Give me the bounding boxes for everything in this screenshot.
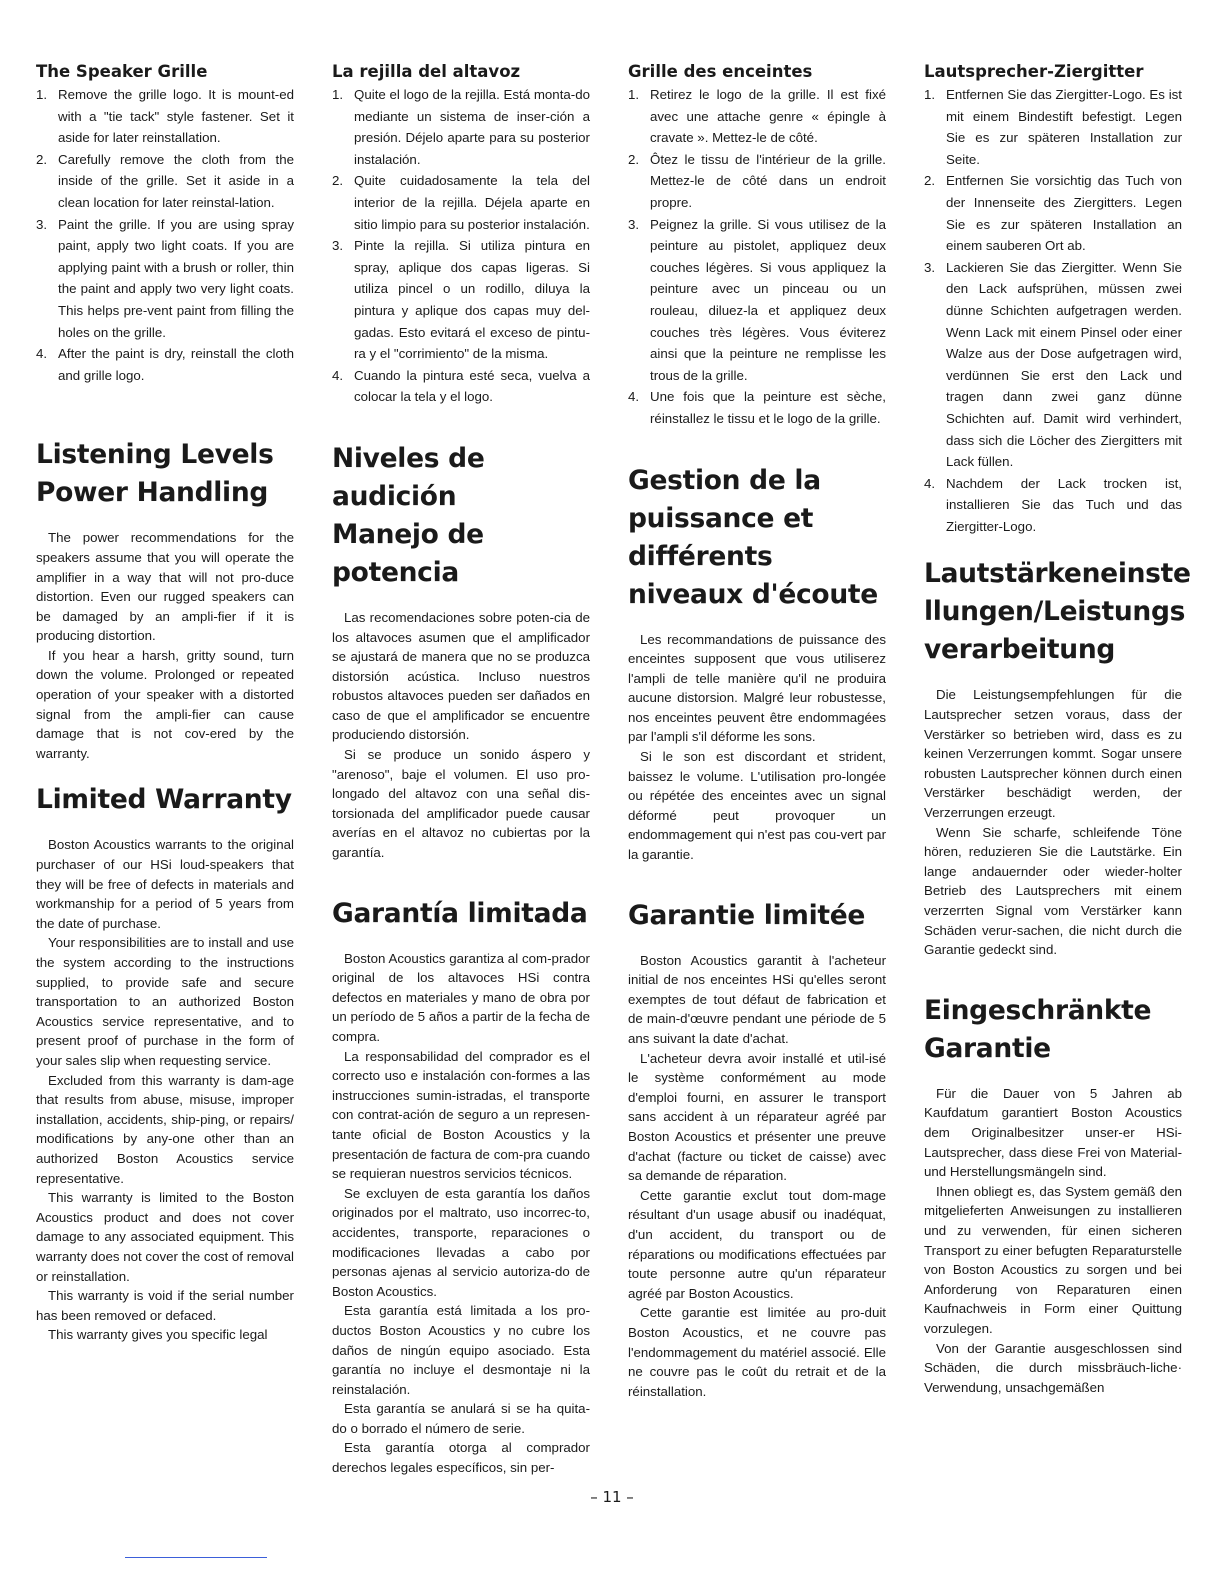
- paragraph: Cette garantie est limitée au pro-duit Boston Acoustics, et ne couvre pas l'endommagement du matériel associé. Elle ne couvre pas le coût du retrait et de la réinstallation.: [628, 1305, 886, 1399]
- heading-line: Niveles de audición: [332, 442, 485, 512]
- step-number: 1.: [924, 87, 936, 102]
- list-item: [924, 170, 1182, 256]
- list-item: [332, 84, 590, 170]
- paragraph: Boston Acoustics garantiza al com-prador original de los altavoces HSi contra defectos en materiales y mano de obra por un período de 5 años a partir de la fecha de compra.: [332, 950, 590, 1044]
- step-text: Carefully remove the cloth from the inside of the grille. Set it aside in a clean location for later reinstal-lation.: [58, 151, 294, 210]
- step-text: Pinte la rejilla. Si utiliza pintura en spray, aplique dos capas ligeras. Si utiliza pincel o un rodillo, diluya la pintura y aplique dos capas muy del-gadas. Esto evitará el exceso de pintu-ra y el "corrimiento" de la misma.: [354, 238, 590, 362]
- paragraph: This warranty gives you specific legal: [48, 1327, 268, 1343]
- step-text: Cuando la pintura esté seca, vuelva a colocar la tela y el logo.: [354, 367, 590, 405]
- paragraph: Esta garantía se anulará si se ha quita-do o borrado el número de serie.: [332, 1401, 590, 1436]
- paragraph: This warranty is limited to the Boston Acoustics product and does not cover damage to any associated equipment. This warranty does not cover the cost of removal or reinstallation.: [36, 1190, 294, 1284]
- step-text: Entfernen Sie das Ziergitter-Logo. Es ist mit einem Bindestift befestigt. Legen Sie es zur späteren Installation zur Seite.: [946, 87, 1182, 167]
- list-item: [924, 473, 1182, 538]
- list-item: [924, 257, 1182, 473]
- listening-levels-heading: [36, 436, 294, 512]
- warranty-body: [332, 949, 590, 1478]
- warranty-heading: Garantie limitée: [628, 899, 866, 931]
- paragraph: Von der Garantie ausgeschlossen sind Schäden, die durch missbräuch-liche· Verwendung, unsachgemäßen: [924, 1340, 1182, 1395]
- step-number: 3.: [924, 259, 936, 275]
- warranty-body: [924, 1084, 1182, 1398]
- list-item: [628, 149, 886, 214]
- grille-heading: Grille des enceintes: [628, 62, 813, 81]
- warranty-body: [36, 835, 294, 1344]
- list-item: [332, 235, 590, 365]
- grille-heading: La rejilla del altavoz: [332, 62, 521, 81]
- grille-heading: The Speaker Grille: [36, 62, 208, 81]
- step-number: 1.: [628, 87, 640, 102]
- footer-divider: [125, 1557, 267, 1558]
- step-text: Une fois que la peinture est sèche, réinstallez le tissu et le logo de la grille.: [650, 389, 886, 426]
- step-text: Peignez la grille. Si vous utilisez de la peinture au pistolet, appliquez deux couches légères. Si vous appliquez la peinture avec un pinceau ou un rouleau, diluez-la et appliquez deux couches très légères. Vous éviterez ainsi que la peinture ne remplisse les trous de la grille.: [650, 216, 886, 383]
- paragraph: Si le son est discordant et strident, baissez le volume. L'utilisation pro-longée ou répétée des enceintes avec un signal déformé peut provoquer un endommagement qui n'est pas cou-vert par la garantie.: [628, 749, 886, 863]
- column-english: [36, 62, 294, 1345]
- step-number: 2.: [924, 173, 936, 189]
- paragraph: Boston Acoustics garantit à l'acheteur initial de nos enceintes HSi qu'elles seront exemptes de tout défaut de fabrication et de main-d'œuvre pendant une période de 5 ans suivant la date d'achat.: [628, 952, 886, 1046]
- list-item: [924, 84, 1182, 170]
- step-text: Nachdem der Lack trocken ist, installieren Sie das Tuch und das Ziergitter-Logo.: [946, 475, 1182, 534]
- listening-levels-heading: Gestion de la puissance et différents niveaux d'écoute: [628, 464, 878, 610]
- list-item: [36, 149, 294, 214]
- paragraph: This warranty is void if the serial number has been removed or defaced.: [36, 1288, 294, 1323]
- paragraph: The power recommendations for the speakers assume that you will operate the amplifier in a way that will not pro-duce distortion. Even our rugged speakers can be damaged by an ampli-fier if it is producing distortion.: [36, 530, 294, 644]
- paragraph: La responsabilidad del comprador es el correcto uso e instalación con-formes a las instrucciones sumin-istradas, el transporte con contrat-ación de seguro a un represen-tante oficial de Boston Acoustics y la presentación de factura de com-pra cuando se requieran nuestros servicios técnicos.: [332, 1048, 590, 1182]
- listening-levels-body: [924, 685, 1182, 959]
- step-text: Ôtez le tissu de l'intérieur de la grille. Mettez-le de côté dans un endroit propre.: [650, 151, 886, 210]
- step-text: After the paint is dry, reinstall the cloth and grille logo.: [58, 346, 294, 383]
- list-item: [36, 343, 294, 386]
- paragraph: L'acheteur devra avoir installé et util-isé le système conformément au mode d'emploi fourni, en assurer le transport sans accident à un réparateur agréé par Boston Acoustics et présenter une preuve d'achat (facture ou ticket de caisse) avec sa demande de réparation.: [628, 1050, 886, 1184]
- step-text: Remove the grille logo. It is mount-ed with a "tie tack" style fastener. Set it aside for later reinstallation.: [58, 87, 294, 146]
- paragraph: Excluded from this warranty is dam-age that results from abuse, misuse, improper installation, accidents, ship-ping, or repairs/ modifications by any-one other than an authorized Boston Acoustics service representative.: [36, 1072, 294, 1186]
- column-french: [628, 62, 886, 1401]
- step-number: 3.: [332, 238, 344, 254]
- grille-steps-list: [628, 84, 886, 430]
- step-text: Paint the grille. If you are using spray paint, apply two light coats. If you are applying paint with a brush or roller, thin the paint and apply two very light coats. This helps pre-vent paint from filling the holes on the grille.: [58, 216, 294, 340]
- grille-steps-list: [36, 84, 294, 386]
- grille-steps-list: [924, 84, 1182, 537]
- warranty-heading: Limited Warranty: [36, 784, 292, 816]
- step-text: Quite el logo de la rejilla. Está monta-do mediante un sistema de inser-ción a presión. Déjelo aparte para su posterior instalación.: [354, 87, 590, 167]
- listening-levels-body: [628, 630, 886, 865]
- paragraph: Esta garantía otorga al comprador derechos legales específicos, sin per-: [332, 1440, 590, 1476]
- paragraph: Se excluyen de esta garantía los daños originados por el maltrato, uso incorrec-to, accidentes, transporte, reparaciones o modificaciones llevadas a cabo por personas ajenas al servicio autoriza-do de Boston Acoustics.: [332, 1185, 590, 1299]
- column-german: [924, 62, 1191, 1397]
- listening-levels-heading: Lautstärkeneinste llungen/Leistungs verarbeitung: [924, 558, 1191, 666]
- step-number: 1.: [332, 87, 344, 102]
- page-number: – 11 –: [590, 1488, 634, 1506]
- heading-line: Manejo de potencia: [332, 518, 484, 588]
- step-number: 4.: [36, 346, 48, 362]
- list-item: [628, 214, 886, 387]
- list-item: [36, 84, 294, 149]
- step-text: Entfernen Sie vorsichtig das Tuch von der Innenseite des Ziergitters. Legen Sie es zur späteren Installation an einem sauberen Ort ab.: [946, 173, 1182, 254]
- column-spanish: [332, 62, 590, 1478]
- paragraph: Die Leistungsempfehlungen für die Lautsprecher setzen voraus, dass der Verstärker so betrieben wird, dass es zu keinen Verzerrungen kommt. Sogar unsere robusten Lautsprecher können durch einen Verstärker beschädigt werden, der Verzerrungen erzeugt.: [924, 687, 1182, 821]
- listening-levels-heading: [332, 440, 590, 592]
- list-item: [332, 365, 590, 408]
- warranty-heading: Garantía limitada: [332, 897, 588, 929]
- paragraph: Für die Dauer von 5 Jahren ab Kaufdatum garantiert Boston Acoustics dem Originalbesitzer unser-er HSi-Lautsprecher, dass diese Frei von Material- und Herstellungsmängeln sind.: [924, 1085, 1182, 1180]
- step-number: 3.: [628, 216, 640, 232]
- step-number: 2.: [36, 151, 48, 167]
- listening-levels-body: [36, 528, 294, 763]
- step-number: 4.: [628, 389, 640, 405]
- paragraph: Ihnen obliegt es, das System gemäß den mitgelieferten Anweisungen zu installieren und zu verwenden, für einen sicheren Transport zu einer befugten Reparaturstelle von Boston Acoustics zu sorgen und bei Anforderung von Reparaturen einen Kaufnachweis in Form einer Quittung vorzulegen.: [924, 1183, 1182, 1336]
- step-number: 1.: [36, 87, 48, 102]
- list-item: [332, 170, 590, 235]
- warranty-body: [628, 951, 886, 1402]
- step-number: 3.: [36, 216, 48, 232]
- list-item: [36, 214, 294, 344]
- paragraph: Wenn Sie scharfe, schleifende Töne hören, reduzieren Sie die Lautstärke. Ein lange andauernder oder wieder-holter Betrieb des Lautsprechers mit einem verzerrten Signal vom Verstärker kann Schäden verur-sachen, die nicht durch die Garantie gedeckt sind.: [924, 824, 1182, 958]
- step-text: Lackieren Sie das Ziergitter. Wenn Sie den Lack aufsprühen, müssen zwei dünne Schichten aufgetragen werden. Wenn Lack mit einem Pinsel oder einer Walze aus der Dose aufgetragen wird, verdünnen Sie erst den Lack und tragen dann zwei ganz dünne Schichten auf. Damit wird verhindert, dass sich die Löcher des Ziergitters mit Lack füllen.: [946, 259, 1182, 470]
- paragraph: Si se produce un sonido áspero y "arenoso", baje el volumen. El uso pro-longado del altavoz con una señal dis-torsionada del amplificador puede causar averías en el altavoz no cubiertas por la garantía.: [332, 747, 590, 861]
- paragraph: Boston Acoustics warrants to the original purchaser of our HSi loud-speakers that they will be free of defects in materials and workmanship for a period of 5 years from the date of purchase.: [36, 837, 294, 931]
- step-text: Retirez le logo de la grille. Il est fixé avec une attache genre « épingle à cravate ». Mettez-le de côté.: [650, 87, 886, 146]
- step-number: 2.: [332, 173, 344, 189]
- paragraph: Las recomendaciones sobre poten-cia de los altavoces asumen que el amplificador se ajustará de manera que no se produzca distorsión acústica. Incluso nuestros robustos altavoces pueden ser dañados en caso de que el amplificador se encuentre produciendo distorsión.: [332, 609, 590, 743]
- paragraph: Les recommandations de puissance des enceintes supposent que vous utiliserez l'ampli de telle manière qu'il ne produira aucune distorsion. Malgré leur robustesse, nos enceintes peuvent être endommagées par l'ampli s'il déforme les sons.: [628, 631, 886, 745]
- paragraph: Cette garantie exclut tout dom-mage résultant d'un usage abusif ou inadéquat, d'un accident, du transport ou de réparations ou modifications effectuées par toute personne autre qu'un réparateur agréé par Boston Acoustics.: [628, 1187, 886, 1301]
- grille-steps-list: [332, 84, 590, 408]
- warranty-heading: Eingeschränkte Garantie: [924, 994, 1152, 1064]
- step-text: Quite cuidadosamente la tela del interior de la rejilla. Déjela aparte en sitio limpio para su posterior instalación.: [354, 173, 590, 232]
- listening-levels-body: [332, 608, 590, 863]
- list-item: [628, 386, 886, 429]
- step-number: 4.: [332, 367, 344, 383]
- heading-line: Power Handling: [36, 477, 269, 509]
- grille-heading: Lautsprecher-Ziergitter: [924, 62, 1144, 81]
- heading-line: Listening Levels: [36, 439, 274, 471]
- list-item: [628, 84, 886, 149]
- paragraph: Esta garantía está limitada a los pro-ductos Boston Acoustics y no cubre los daños de ningún equipo asociado. Esta garantía no incluye el desmontaje ni la reinstalación.: [332, 1303, 590, 1397]
- step-number: 4.: [924, 475, 936, 491]
- paragraph: If you hear a harsh, gritty sound, turn down the volume. Prolonged or repeated operation of your speaker with a distorted signal from the ampli-fier can cause damage that is not cov-ered by the warranty.: [36, 647, 294, 761]
- step-number: 2.: [628, 151, 640, 167]
- paragraph: Your responsibilities are to install and use the system according to the instructions supplied, to provide safe and secure transportation to an authorized Boston Acoustics service representative, and to present proof of purchase in the form of your sales slip when requesting service.: [36, 935, 294, 1068]
